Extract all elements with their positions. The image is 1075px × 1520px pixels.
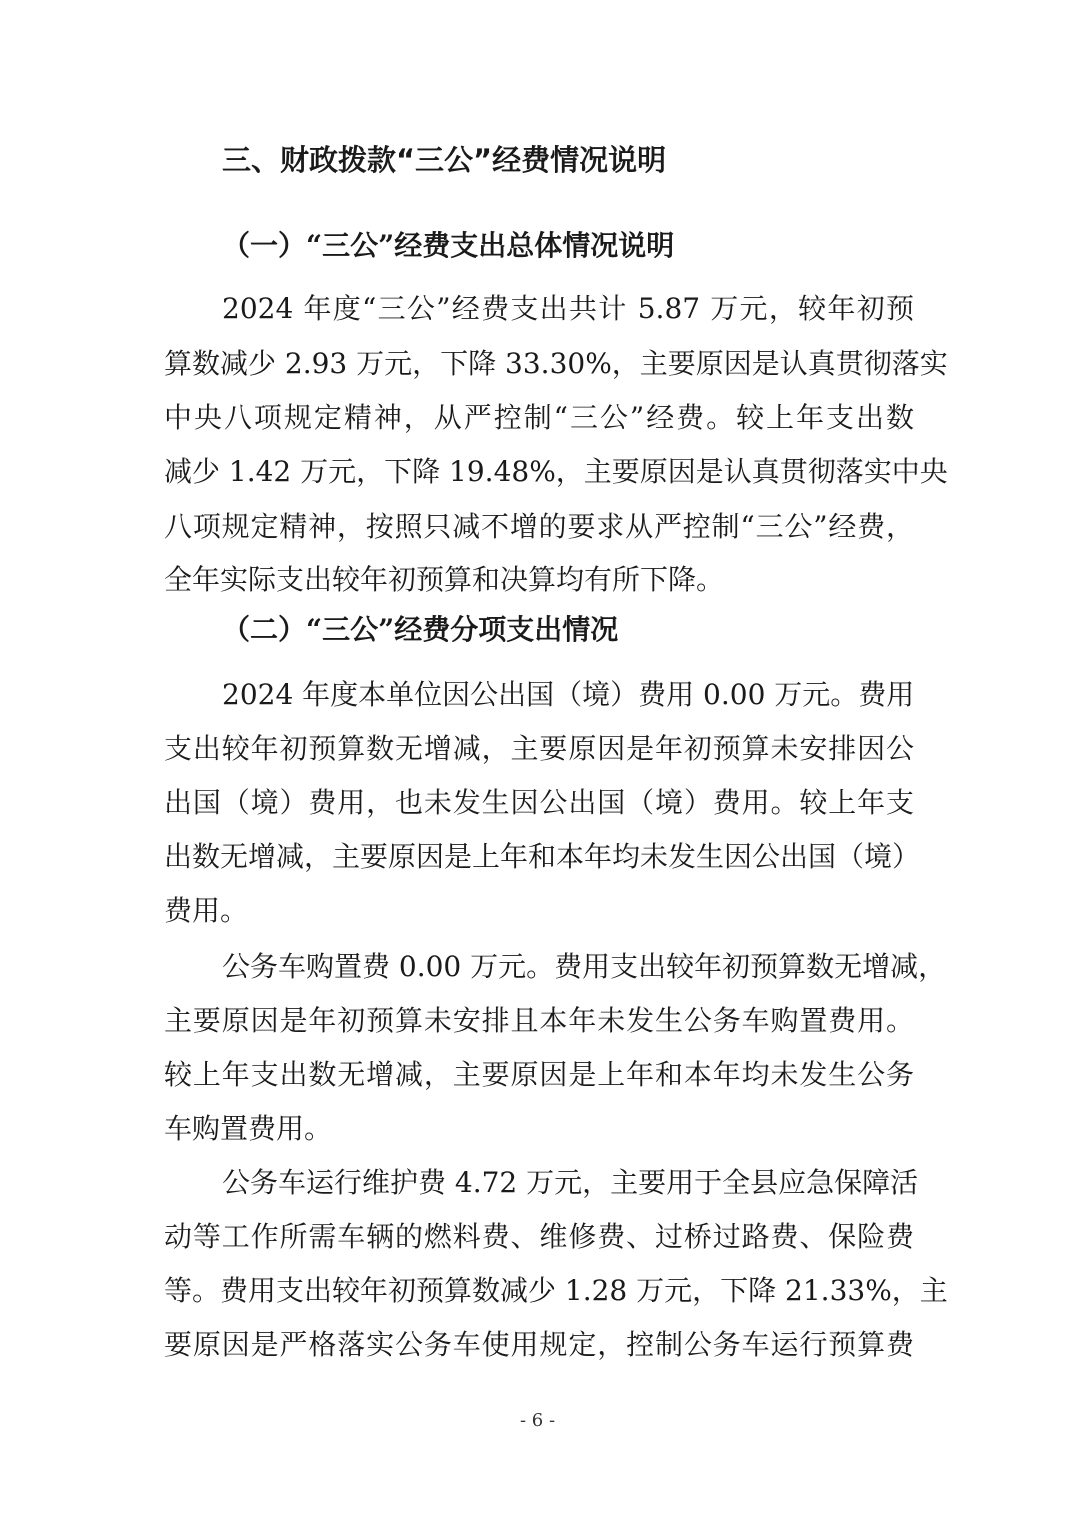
- paragraph-line: 出数无增减，主要原因是上年和本年均未发生因公出国（境）: [164, 840, 921, 873]
- paragraph-line: 2024 年度“三公”经费支出共计 5.87 万元，较年初预: [222, 292, 914, 325]
- paragraph-line: 减少 1.42 万元，下降 19.48%，主要原因是认真贯彻落实中央: [164, 455, 948, 488]
- paragraph-line: 支出较年初预算数无增减，主要原因是年初预算未安排因公: [164, 732, 914, 765]
- paragraph-line: 主要原因是年初预算未安排且本年未发生公务车购置费用。: [164, 1004, 914, 1037]
- section-heading: 三、财政拨款“三公”经费情况说明: [222, 143, 667, 177]
- paragraph-line: 要原因是严格落实公务车使用规定，控制公务车运行预算费: [164, 1328, 914, 1361]
- paragraph-line: 费用。: [164, 894, 249, 927]
- paragraph-line: 等。费用支出较年初预算数减少 1.28 万元，下降 21.33%，主: [164, 1274, 948, 1307]
- paragraph-line: 动等工作所需车辆的燃料费、维修费、过桥过路费、保险费: [164, 1220, 914, 1253]
- paragraph-line: 公务车运行维护费 4.72 万元，主要用于全县应急保障活: [222, 1166, 919, 1199]
- paragraph-line: 车购置费用。: [164, 1112, 333, 1145]
- paragraph-line: 公务车购置费 0.00 万元。费用支出较年初预算数无增减，: [222, 950, 947, 983]
- subsection-title-overall: （一）“三公”经费支出总体情况说明: [222, 229, 675, 262]
- subsection-title-itemized: （二）“三公”经费分项支出情况: [222, 613, 619, 646]
- paragraph-line: 出国（境）费用，也未发生因公出国（境）费用。较上年支: [164, 786, 914, 819]
- paragraph-line: 2024 年度本单位因公出国（境）费用 0.00 万元。费用: [222, 678, 915, 711]
- paragraph-line: 八项规定精神，按照只减不增的要求从严控制“三公”经费，: [164, 510, 914, 543]
- paragraph-line: 中央八项规定精神，从严控制“三公”经费。较上年支出数: [164, 401, 914, 434]
- paragraph-line: 较上年支出数无增减，主要原因是上年和本年均未发生公务: [164, 1058, 914, 1091]
- paragraph-line: 全年实际支出较年初预算和决算均有所下降。: [164, 563, 725, 596]
- paragraph-line: 算数减少 2.93 万元，下降 33.30%，主要原因是认真贯彻落实: [164, 347, 948, 380]
- page-number: - 6 -: [519, 1410, 556, 1431]
